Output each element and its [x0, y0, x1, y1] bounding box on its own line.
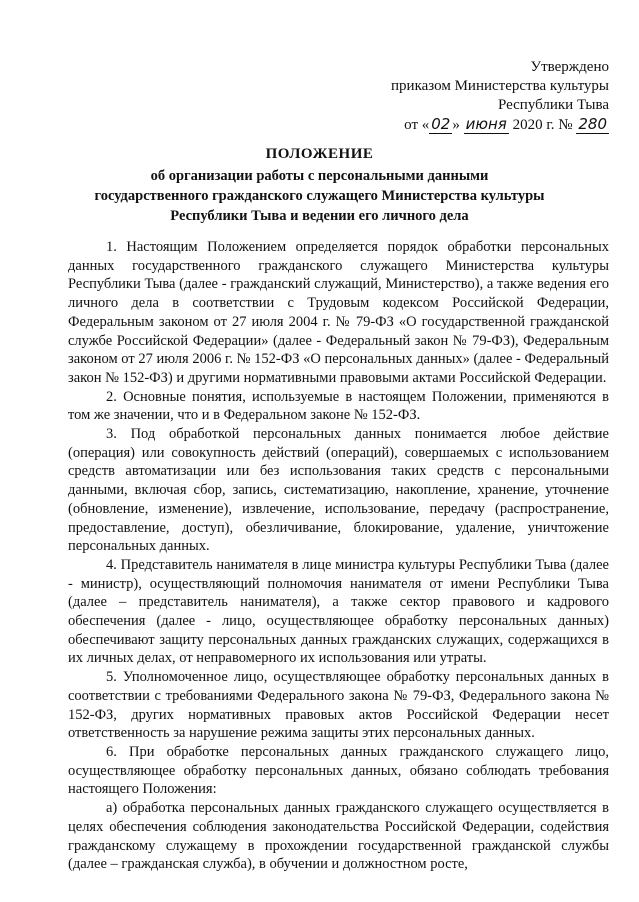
approval-block: [339, 58, 609, 135]
date-quote-close: »: [452, 117, 460, 133]
approval-region: Республики Тыва: [497, 97, 609, 113]
paragraph-1: 1. Настоящим Положением определяется порядок обработки персональных данных государственного гражданского служащего Министерства культуры Республики Тыва (далее - гражданский служащий, Министерство), а также ведения его личного дела в соответствии с Трудовым кодексом Российской Федерации, Федеральным законом от 27 июля 2004 г. № 79-ФЗ «О государственной гражданской службе Российской Федерации» (далее - Федеральный закон № 79-ФЗ), Федеральным законом от 27 июля 2006 г. № 152-ФЗ «О персональных данных» (далее - Федеральный закон № 152-ФЗ) и другими нормативными правовыми актами Российской Федерации.: [68, 239, 609, 386]
approval-heading: Утверждено: [530, 59, 609, 75]
subtitle-line-2: государственного гражданского служащего Министерства культуры: [94, 188, 545, 204]
handwritten-number: 280: [578, 115, 607, 133]
approval-date-line: [339, 115, 609, 135]
document-body: [68, 238, 609, 874]
handwritten-day: 02: [431, 115, 451, 133]
paragraph-6: 6. При обработке персональных данных гражданского служащего лицо, осуществляющее обработку персональных данных, обязано соблюдать требования настоящего Положения:: [68, 743, 609, 798]
approval-order: приказом Министерства культуры: [391, 78, 609, 94]
handwritten-month: июня: [465, 115, 507, 133]
document-subtitle: [60, 166, 579, 226]
paragraph-5: 5. Уполномоченное лицо, осуществляющее обработку персональных данных в соответствии с требованиями Федерального закона № 79-ФЗ, Федерального закона № 152-ФЗ, других нормативных правовых актов Российской Федерации несет ответственность за нарушение режима защиты этих персональных данных.: [68, 669, 609, 742]
date-year: 2020 г. №: [512, 117, 573, 133]
paragraph-2: 2. Основные понятия, используемые в настоящем Положении, применяются в том же значении, что и в Федеральном законе № 152-ФЗ.: [68, 388, 609, 424]
paragraph-3: 3. Под обработкой персональных данных понимается любое действие (операция) или совокупность действий (операций), совершаемых с использованием средств автоматизации или без использования таких средств с персональными данными, включая сбор, запись, систематизацию, накопление, хранение, уточнение (обновление, изменение), извлечение, использование, передачу (распространение, предоставление, доступ), обезличивание, блокирование, удаление, уничтожение персональных данных.: [68, 426, 609, 555]
paragraph-6a: а) обработка персональных данных гражданского служащего осуществляется в целях обеспечения соблюдения законодательства Российской Федерации, содействия гражданскому служащему в прохождении государственной гражданской службы (далее – гражданская служба), в обучении и должностном росте,: [68, 800, 609, 873]
subtitle-line-3: Республики Тыва и ведении его личного дела: [170, 208, 469, 224]
date-prefix: от «: [404, 117, 430, 133]
document-title: ПОЛОЖЕНИЕ: [265, 146, 374, 162]
subtitle-line-1: об организации работы с персональными данными: [150, 168, 489, 184]
paragraph-4: 4. Представитель нанимателя в лице министра культуры Республики Тыва (далее - министр), осуществляющий полномочия нанимателя от имени Республики Тыва (далее – представитель нанимателя), а также сектор правового и кадрового обеспечения (далее - лицо, осуществляющее обработку персональных данных) обеспечивают защиту персональных данных гражданских служащих, содержащихся в их личных делах, от неправомерного их использования или утраты.: [68, 556, 609, 667]
